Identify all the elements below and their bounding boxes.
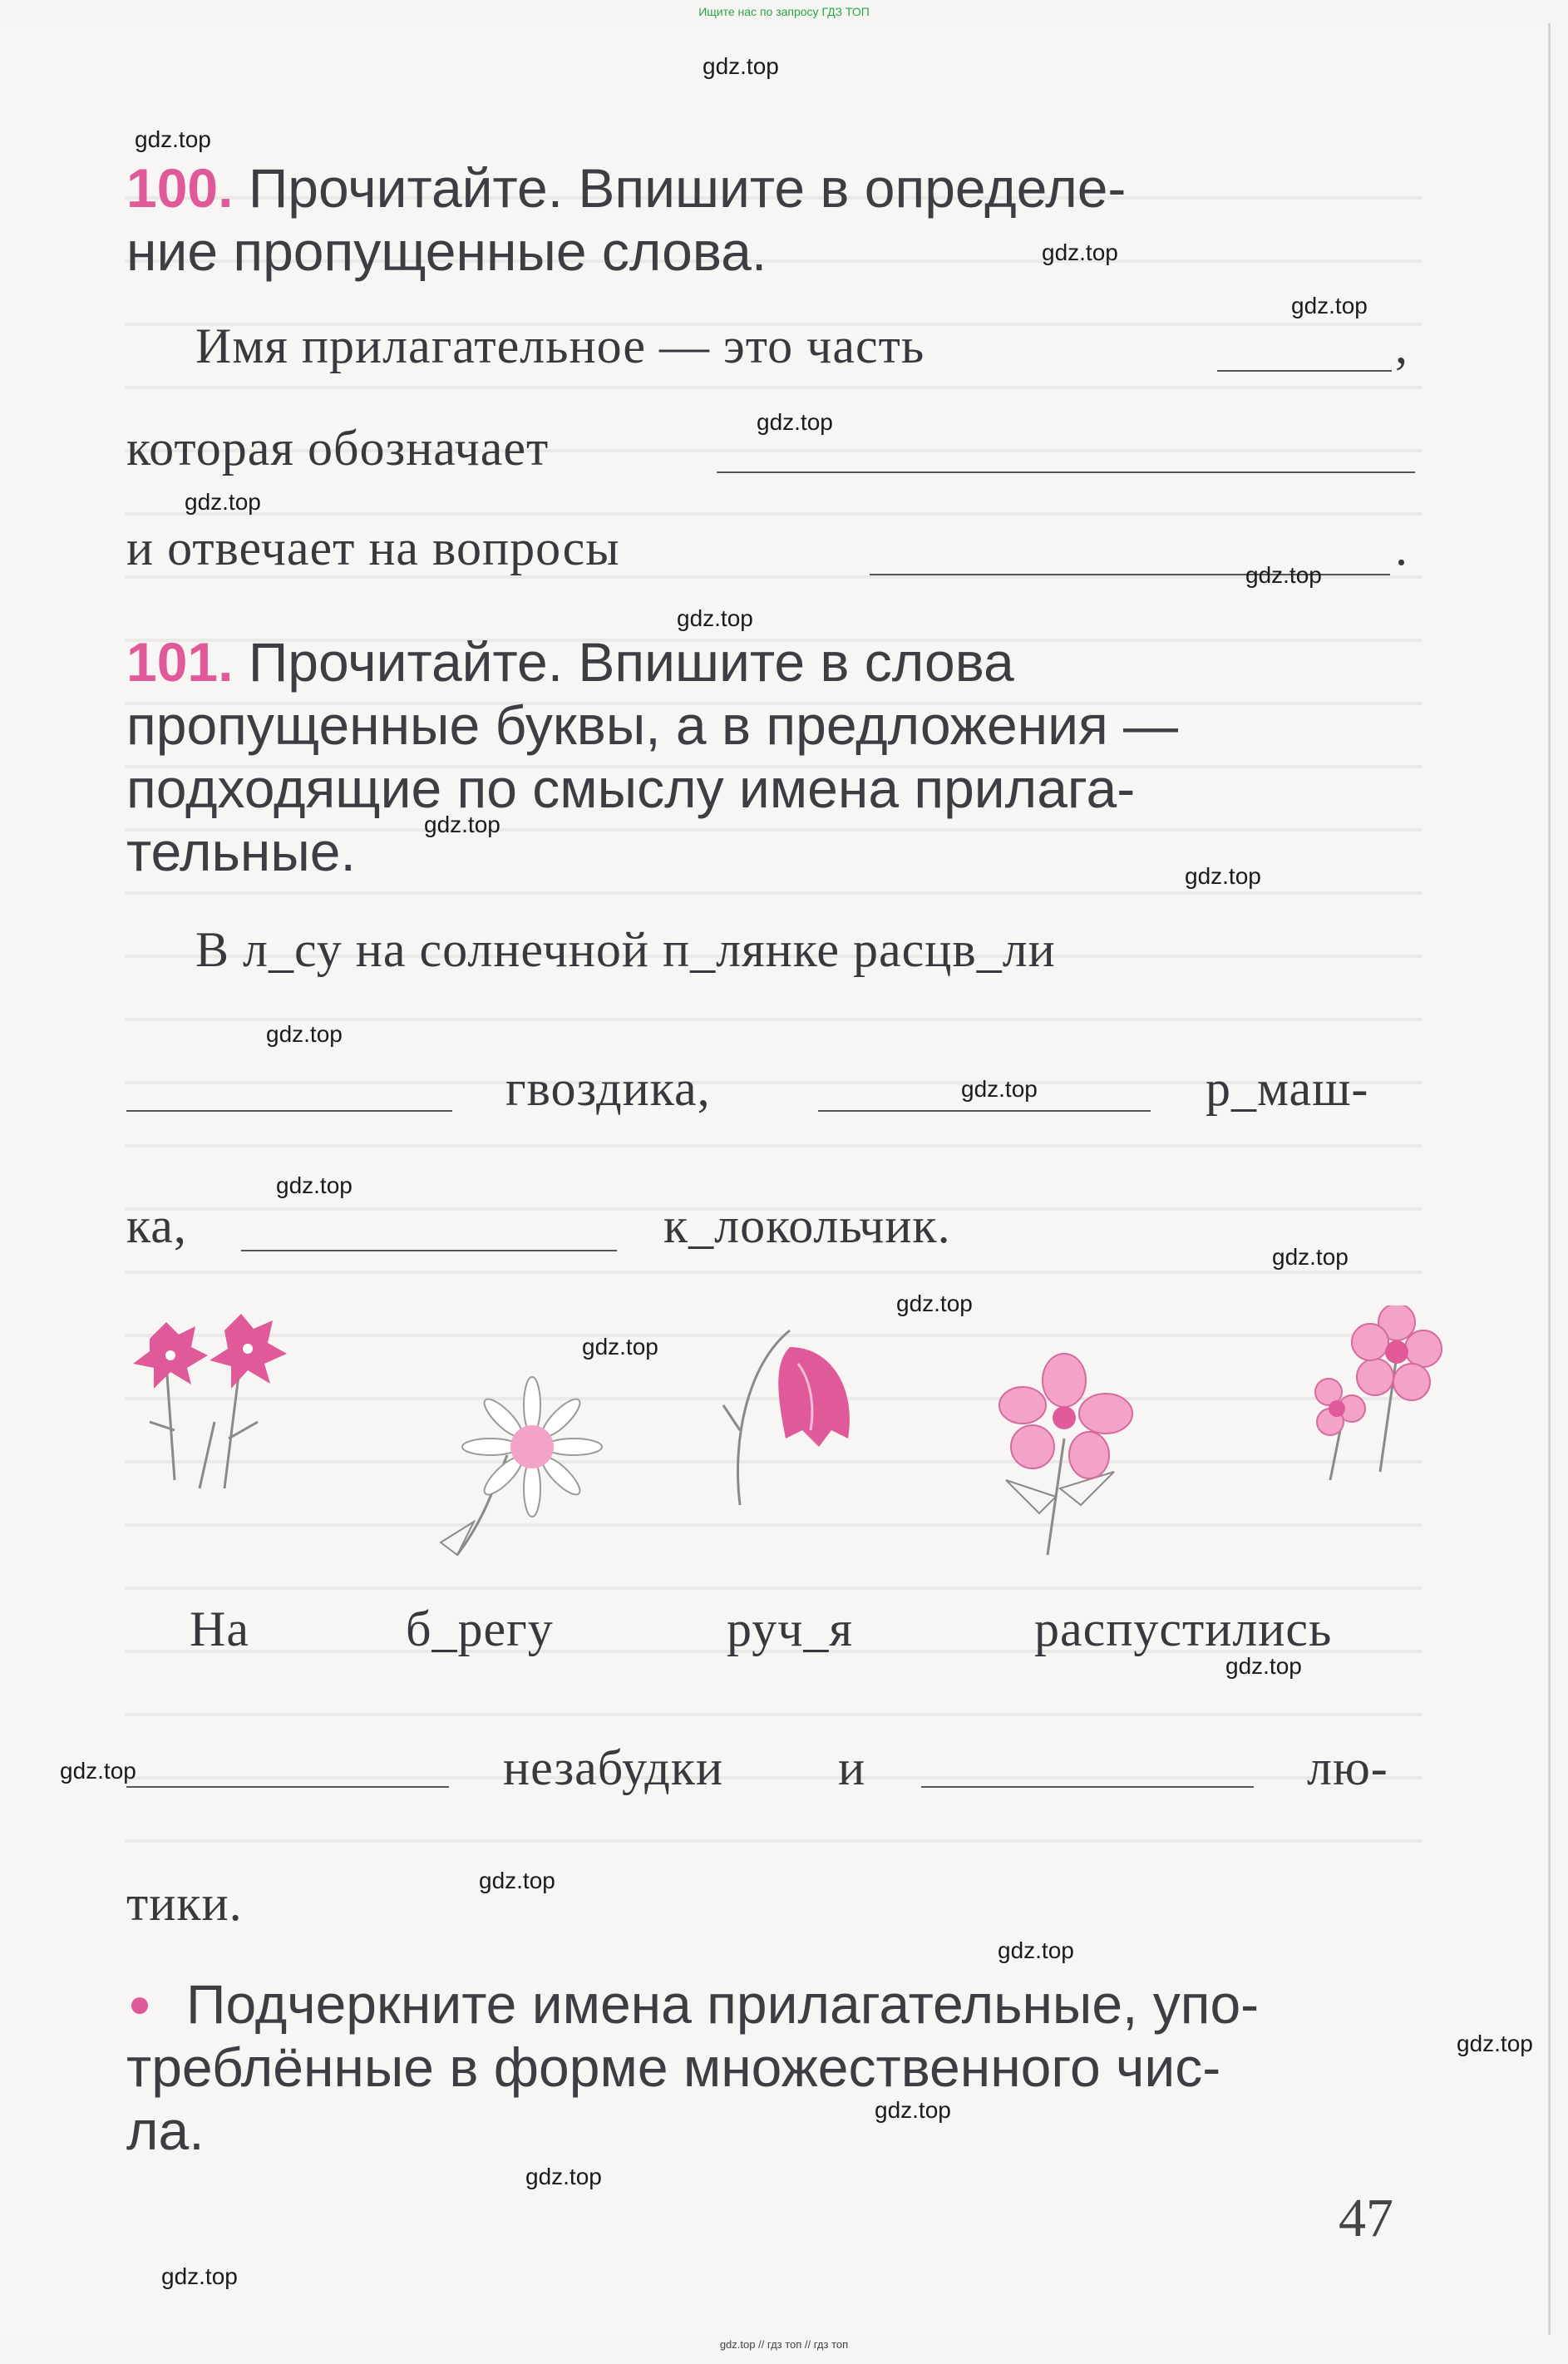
watermark: gdz.top (703, 53, 779, 79)
blank-line[interactable] (241, 1250, 617, 1251)
bullet-icon (131, 1997, 148, 2014)
forget-me-not-icon (981, 1347, 1147, 1563)
task-text: пропущенные буквы, а в предложения — (126, 694, 1179, 756)
blank-line[interactable] (126, 1110, 452, 1112)
task-text: подходящие по смыслу имена прилага- (126, 758, 1136, 819)
sentence-1-word: р_маш- (1206, 1061, 1369, 1116)
task-text: тельные. (126, 821, 356, 882)
task-text: Прочитайте. Впишите в слова (248, 631, 1014, 693)
exercise-100-task-2 (126, 220, 1413, 283)
watermark: gdz.top (1291, 293, 1368, 318)
buttercup-icon (1280, 1305, 1447, 1488)
blank-line[interactable] (717, 471, 1415, 473)
sentence-2-word: тики. (126, 1876, 243, 1931)
bullet-task (186, 1972, 1417, 2036)
exercise-number: 100. (126, 157, 234, 219)
watermark: gdz.top (1457, 2031, 1533, 2056)
exercise-101-task (126, 630, 1413, 693)
sentence-2-word: распустились (1034, 1601, 1333, 1656)
period: . (1395, 521, 1408, 575)
definition-line-2: которая обозначает (126, 421, 550, 476)
sentence-1-line-1: В л_су на солнечной п_лянке расцв_ли (195, 922, 1056, 977)
watermark: gdz.top (424, 812, 500, 837)
bellflower-icon (715, 1314, 881, 1513)
watermark: gdz.top (525, 2164, 602, 2189)
watermark: gdz.top (60, 1758, 136, 1784)
task-text: ние пропущенные слова. (126, 220, 767, 282)
watermark: gdz.top (266, 1021, 343, 1047)
sentence-2-word: руч_я (727, 1601, 853, 1656)
bullet-task-2 (126, 2036, 1413, 2099)
blank-line[interactable] (1217, 370, 1392, 372)
exercise-101-task-3 (126, 757, 1413, 820)
task-text: Подчеркните имена прилагательные, упо- (186, 1973, 1260, 2035)
watermark: gdz.top (677, 605, 753, 631)
definition-line-1: Имя прилагательное — это часть (195, 318, 925, 373)
bullet-task-3 (126, 2099, 1413, 2162)
exercise-101-task-2 (126, 693, 1413, 757)
sentence-2-word: лю- (1307, 1740, 1388, 1795)
exercise-100-task (126, 156, 1413, 220)
blank-line[interactable] (818, 1110, 1151, 1112)
daisy-icon (407, 1372, 624, 1563)
exercise-number: 101. (126, 631, 234, 693)
watermark: gdz.top (1185, 863, 1261, 889)
watermark: gdz.top (135, 126, 211, 152)
show-through-texture (125, 148, 1422, 1853)
task-text: Прочитайте. Впишите в определе- (248, 157, 1127, 219)
top-banner: Ищите нас по запросу ГДЗ ТОП (698, 5, 870, 18)
carnation-icon (116, 1297, 316, 1497)
blank-line[interactable] (921, 1786, 1254, 1788)
watermark: gdz.top (1272, 1244, 1349, 1270)
definition-line-3: и отвечает на вопросы (126, 521, 620, 575)
sentence-2-word: и (838, 1740, 866, 1795)
watermark: gdz.top (896, 1291, 973, 1316)
watermark: gdz.top (582, 1334, 658, 1360)
watermark: gdz.top (961, 1076, 1038, 1102)
sentence-1-word: к_локольчик. (663, 1198, 951, 1253)
watermark: gdz.top (276, 1172, 353, 1198)
sentence-1-word: ка, (126, 1198, 187, 1253)
task-text: треблённые в форме множественного чис- (126, 2036, 1221, 2098)
watermark: gdz.top (161, 2263, 238, 2289)
watermark: gdz.top (875, 2097, 951, 2123)
watermark: gdz.top (185, 489, 261, 515)
sentence-2-word: б_регу (406, 1601, 554, 1656)
watermark: gdz.top (998, 1937, 1074, 1963)
page-number: 47 (1339, 2188, 1393, 2248)
sentence-2-word: На (190, 1601, 249, 1656)
sentence-2-word: незабудки (503, 1740, 724, 1795)
blank-line[interactable] (126, 1786, 449, 1788)
sentence-1-word: гвоздика, (505, 1061, 711, 1116)
watermark: gdz.top (757, 409, 833, 435)
watermark: gdz.top (479, 1868, 555, 1893)
watermark: gdz.top (1225, 1653, 1302, 1679)
bottom-banner: gdz.top // гдз топ // гдз топ (719, 2338, 849, 2351)
watermark: gdz.top (1042, 239, 1118, 265)
comma: , (1395, 318, 1408, 373)
watermark: gdz.top (1245, 562, 1322, 588)
task-text: ла. (126, 2100, 205, 2161)
